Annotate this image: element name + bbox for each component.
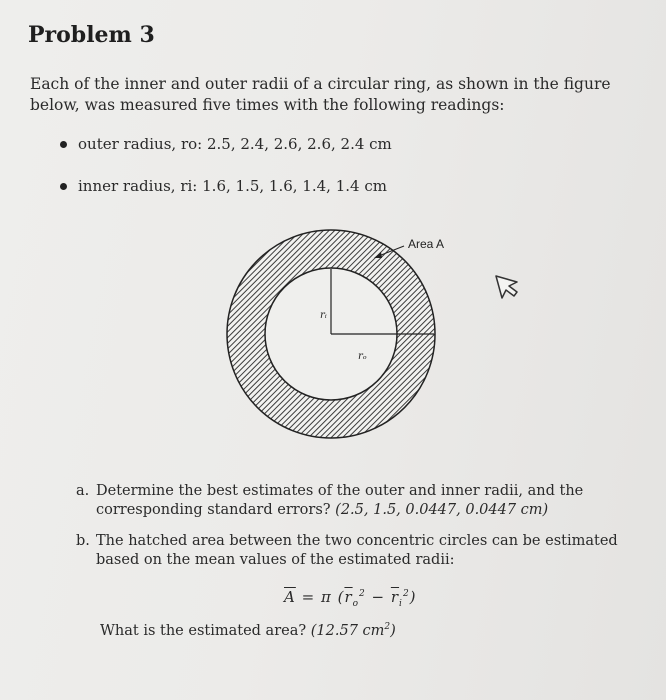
inner-radius-label: rᵢ — [320, 310, 327, 321]
final-answer: (12.57 $cm^2$) — [310, 622, 396, 639]
question-a-answer: (2.5, 1.5, 0.0447, 0.0447 cm) — [335, 502, 549, 518]
problem-intro: Each of the inner and outer radii of a circular ring, as shown in the figure below, was measured five times with the following readings: — [30, 75, 611, 114]
final-answer-value: 12.57 — [316, 622, 358, 639]
question-a-label: a. — [76, 483, 90, 499]
question-b — [76, 532, 636, 570]
outer-radius-label: rₒ — [358, 351, 367, 362]
question-a-text: Determine the best estimates of the outer and inner radii, and the — [96, 483, 584, 499]
question-a — [76, 482, 636, 520]
question-b-label: b. — [76, 533, 90, 549]
area-label: Area A — [408, 237, 445, 251]
pointer-cursor-icon — [490, 270, 524, 304]
final-question-text: What is the estimated area? — [100, 622, 307, 639]
problem-title: Problem 3 — [28, 22, 155, 48]
ring-figure — [218, 222, 458, 462]
list-item-inner-radius: inner radius, ri: 1.6, 1.5, 1.6, 1.4, 1.4 cm — [56, 174, 392, 216]
area-formula: $\overline{A} = \pi$ $(\overline{r}_o^2 - \overline{r}_i^2)$ — [284, 588, 417, 609]
question-b-text-cont: based on the mean values of the estimated radii: — [96, 552, 455, 568]
question-a-text-cont: corresponding standard errors? — [96, 502, 331, 518]
final-question — [100, 622, 396, 639]
question-b-text: The hatched area between the two concentric circles can be estimated — [96, 533, 618, 549]
readings-list — [56, 132, 392, 216]
list-item-outer-radius: outer radius, ro: 2.5, 2.4, 2.6, 2.6, 2.4 cm — [56, 132, 392, 174]
